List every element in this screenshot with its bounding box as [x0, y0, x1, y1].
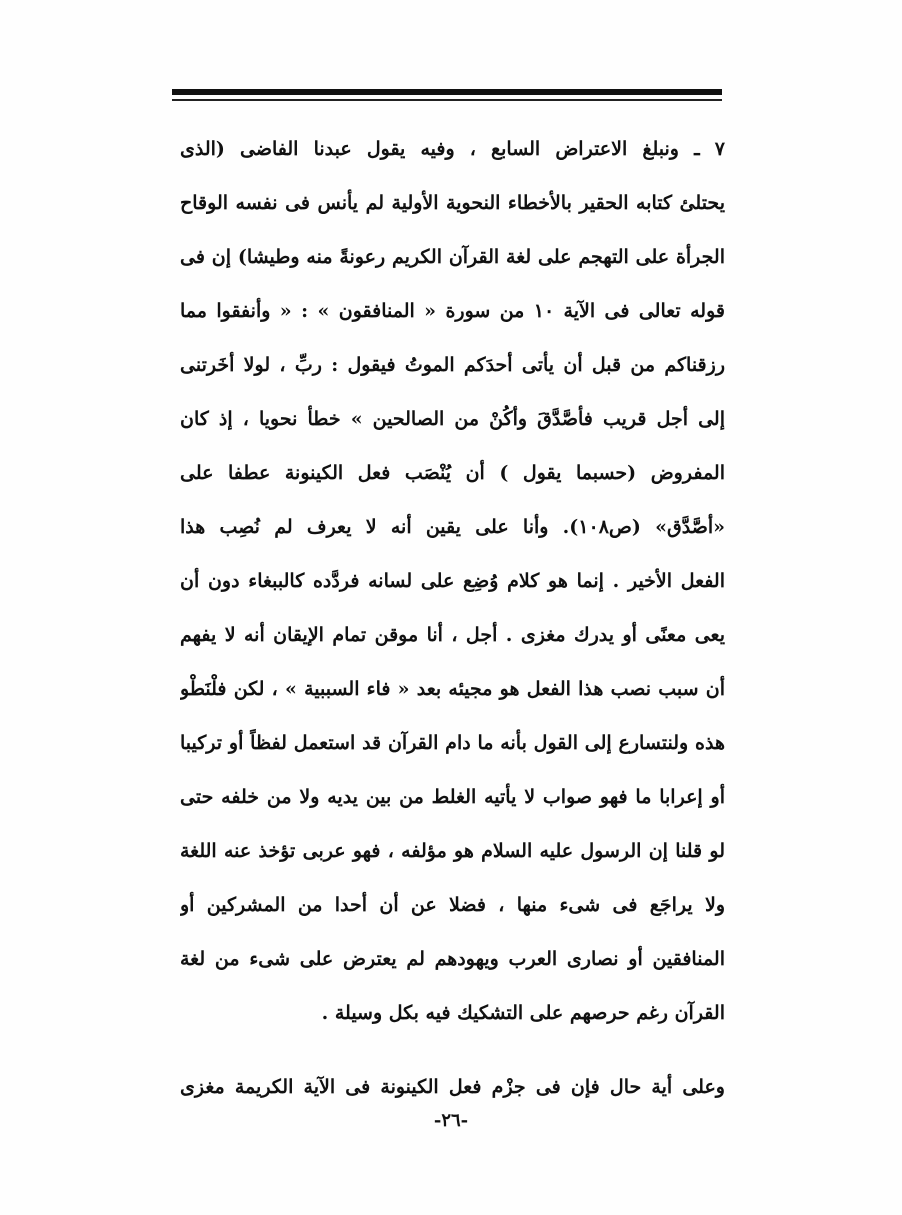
text-line: الفعل الأخير . إنما هو كلام وُضِع على لسانه فردَّده كالببغاء دون أن: [180, 570, 725, 592]
text-line: أو إعرابا ما فهو صواب لا يأتيه الغلط من بين يديه ولا من خلفه حتى: [180, 786, 725, 808]
text-line: هذه ولنتسارع إلى القول بأنه ما دام القرآن قد استعمل لفظاً أو تركيبا: [180, 732, 725, 754]
body-text: [180, 122, 725, 1114]
header-rule-thin: [172, 99, 722, 101]
text-line: الجرأة على التهجم على لغة القرآن الكريم رعونةً منه وطيشا) إن فى: [180, 246, 725, 268]
text-line: أن سبب نصب هذا الفعل هو مجيئه بعد « فاء السببية » ، لكن فلْنَطْو: [180, 678, 725, 700]
text-line: القرآن رغم حرصهم على التشكيك فيه بكل وسيلة .: [321, 1002, 725, 1024]
text-line: يحتلئ كتابه الحقير بالأخطاء النحوية الأولية لم يأنس فى نفسه الوقاح: [180, 192, 725, 214]
last-paragraph-line: وعلى أية حال فإن فى جزْم فعل الكينونة فى الآية الكريمة مغزى: [180, 1076, 725, 1098]
text-line: قوله تعالى فى الآية ١٠ من سورة « المنافقون » : « وأنفقوا مما: [180, 300, 725, 322]
text-line: المفروض (حسبما يقول ) أن يُنْصَب فعل الكينونة عطفا على: [180, 462, 725, 484]
text-line: المنافقين أو نصارى العرب ويهودهم لم يعترض على شىء من لغة: [180, 948, 725, 970]
text-line: إلى أجل قريب فأصَّدَّقَ وأكُنْ من الصالحين » خطأ نحويا ، إذ كان: [180, 408, 725, 430]
text-line: ٧ ـ ونبلغ الاعتراض السابع ، وفيه يقول عبدنا الفاضى (الذى: [180, 138, 725, 160]
paragraph-gap: [180, 1040, 725, 1060]
text-line: يعى معنًى أو يدرك مغزى . أجل ، أنا موقن تمام الإيقان أنه لا يفهم: [180, 624, 725, 646]
text-line: لو قلنا إن الرسول عليه السلام هو مؤلفه ، فهو عربى تؤخذ عنه اللغة: [180, 840, 725, 862]
page-number: -٢٦-: [433, 1110, 469, 1131]
text-line: «أصَّدَّق» (ص١٠٨). وأنا على يقين أنه لا يعرف لم نُصِب هذا: [180, 516, 725, 538]
text-line: رزقناكم من قبل أن يأتى أحدَكم الموتُ فيقول : ربِّ ، لولا أخَرتنى: [180, 354, 725, 376]
header-rule-thick: [172, 89, 722, 95]
text-line: ولا يراجَع فى شىء منها ، فضلا عن أن أحدا من المشركين أو: [180, 894, 725, 916]
